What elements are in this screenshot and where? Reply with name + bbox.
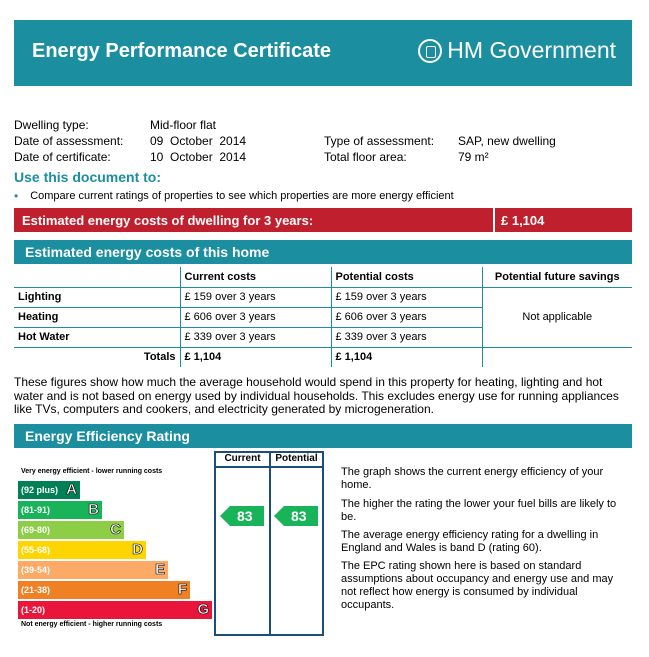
government-logo	[418, 37, 616, 64]
certificate-date-label: Date of certificate:	[14, 150, 111, 164]
royal-crest-icon	[418, 39, 442, 63]
hot-water-potential: £ 339 over 3 years	[331, 327, 482, 347]
bullet-icon: •	[14, 189, 19, 203]
totals-label: Totals	[14, 347, 180, 367]
rating-band-letter: A	[66, 481, 77, 498]
efficiency-section-title: Energy Efficiency Rating	[25, 428, 190, 444]
totals-current: £ 1,104	[180, 347, 331, 367]
rating-band-letter: B	[88, 501, 99, 518]
rating-band-f	[18, 581, 190, 599]
efficiency-section-header	[14, 424, 632, 448]
estimated-3yr-bar	[14, 208, 632, 232]
rating-band-letter: D	[132, 541, 143, 558]
certificate-date-value: 10 October 2014	[150, 150, 247, 164]
rating-band-letter: E	[154, 561, 165, 578]
floor-area-label: Total floor area:	[324, 150, 407, 164]
rating-band-a	[18, 481, 80, 499]
current-rating-value: 83	[237, 508, 253, 524]
scale-top-note: Very energy efficient - lower running costs	[21, 468, 163, 475]
lighting-potential: £ 159 over 3 years	[331, 287, 482, 307]
certificate-title: Energy Performance Certificate	[32, 40, 332, 62]
costs-section-title: Estimated energy costs of this home	[25, 244, 270, 260]
description-1: The graph shows the current energy efficiency of your home.	[341, 466, 604, 491]
efficiency-rating-chart	[14, 451, 324, 636]
potential-header: Potential	[275, 453, 318, 464]
row-label-hot-water: Hot Water	[14, 327, 180, 347]
rating-scale	[14, 461, 215, 635]
dwelling-type-value: Mid-floor flat	[150, 118, 217, 132]
future-savings-value: Not applicable	[482, 287, 632, 347]
assessment-date-value: 09 October 2014	[150, 134, 247, 148]
costs-section-header	[14, 240, 632, 264]
table-row	[14, 287, 632, 307]
potential-column	[269, 451, 324, 636]
assessment-date-label: Date of assessment:	[14, 134, 124, 148]
rating-band-d	[18, 541, 146, 559]
current-column	[214, 451, 271, 636]
heating-current: £ 606 over 3 years	[180, 307, 331, 327]
estimated-3yr-label: Estimated energy costs of dwelling for 3 years:	[22, 213, 314, 228]
row-label-heating: Heating	[14, 307, 180, 327]
rating-band-range: (55-68)	[21, 545, 51, 555]
row-label-lighting: Lighting	[14, 287, 180, 307]
use-document-bullet-text: Compare current ratings of properties to see which properties are more energy efficient	[30, 190, 454, 202]
potential-costs-header: Potential costs	[331, 267, 482, 287]
rating-band-e	[18, 561, 168, 579]
figures-note: These figures show how much the average household would spend in this property for heating, lighting and hot water and is not based on energy used by individual households. This excludes energy use for running appliances like TVs, computers and cookers, and electricity generated by microgeneration.	[14, 375, 619, 416]
rating-band-b	[18, 501, 102, 519]
floor-area-value: 79 m²	[458, 150, 489, 164]
use-document-bullet	[14, 189, 454, 203]
description-3: The average energy efficiency rating for a dwelling in England and Wales is band D (rating 60).	[341, 529, 599, 554]
heating-potential: £ 606 over 3 years	[331, 307, 482, 327]
table-header-row	[14, 267, 632, 287]
estimated-3yr-divider	[493, 208, 495, 232]
costs-table	[14, 267, 632, 367]
rating-band-letter: G	[197, 601, 209, 618]
description-4: The EPC rating shown here is based on standard assumptions about occupancy and energy use and may not reflect how energy is consumed by individual occupants.	[341, 560, 614, 611]
current-header: Current	[224, 453, 261, 464]
current-costs-header: Current costs	[180, 267, 331, 287]
assessment-type-label: Type of assessment:	[324, 134, 435, 148]
description-2: The higher the rating the lower your fuel bills are likely to be.	[341, 498, 617, 523]
rating-band-letter: F	[177, 581, 187, 598]
lighting-current: £ 159 over 3 years	[180, 287, 331, 307]
estimated-3yr-value: £ 1,104	[501, 213, 545, 228]
rating-band-letter: C	[110, 521, 121, 538]
potential-rating-value: 83	[291, 508, 307, 524]
totals-row	[14, 347, 632, 367]
rating-band-c	[18, 521, 124, 539]
rating-band-range: (81-91)	[21, 505, 51, 515]
certificate-header	[14, 20, 632, 86]
future-savings-header: Potential future savings	[482, 267, 632, 287]
hot-water-current: £ 339 over 3 years	[180, 327, 331, 347]
rating-band-range: (1-20)	[21, 605, 46, 615]
rating-band-range: (69-80)	[21, 525, 51, 535]
scale-bottom-note: Not energy efficient - higher running costs	[21, 621, 163, 628]
use-document-title: Use this document to:	[14, 169, 162, 185]
government-name: HM Government	[447, 37, 616, 63]
rating-band-range: (21-38)	[21, 585, 51, 595]
rating-band-range: (39-54)	[21, 565, 51, 575]
rating-band-range: (92 plus)	[21, 485, 59, 495]
assessment-type-value: SAP, new dwelling	[458, 134, 556, 148]
column-header-divider	[214, 466, 324, 468]
rating-band-g	[18, 601, 212, 619]
dwelling-type-label: Dwelling type:	[14, 118, 89, 132]
totals-potential: £ 1,104	[331, 347, 482, 367]
